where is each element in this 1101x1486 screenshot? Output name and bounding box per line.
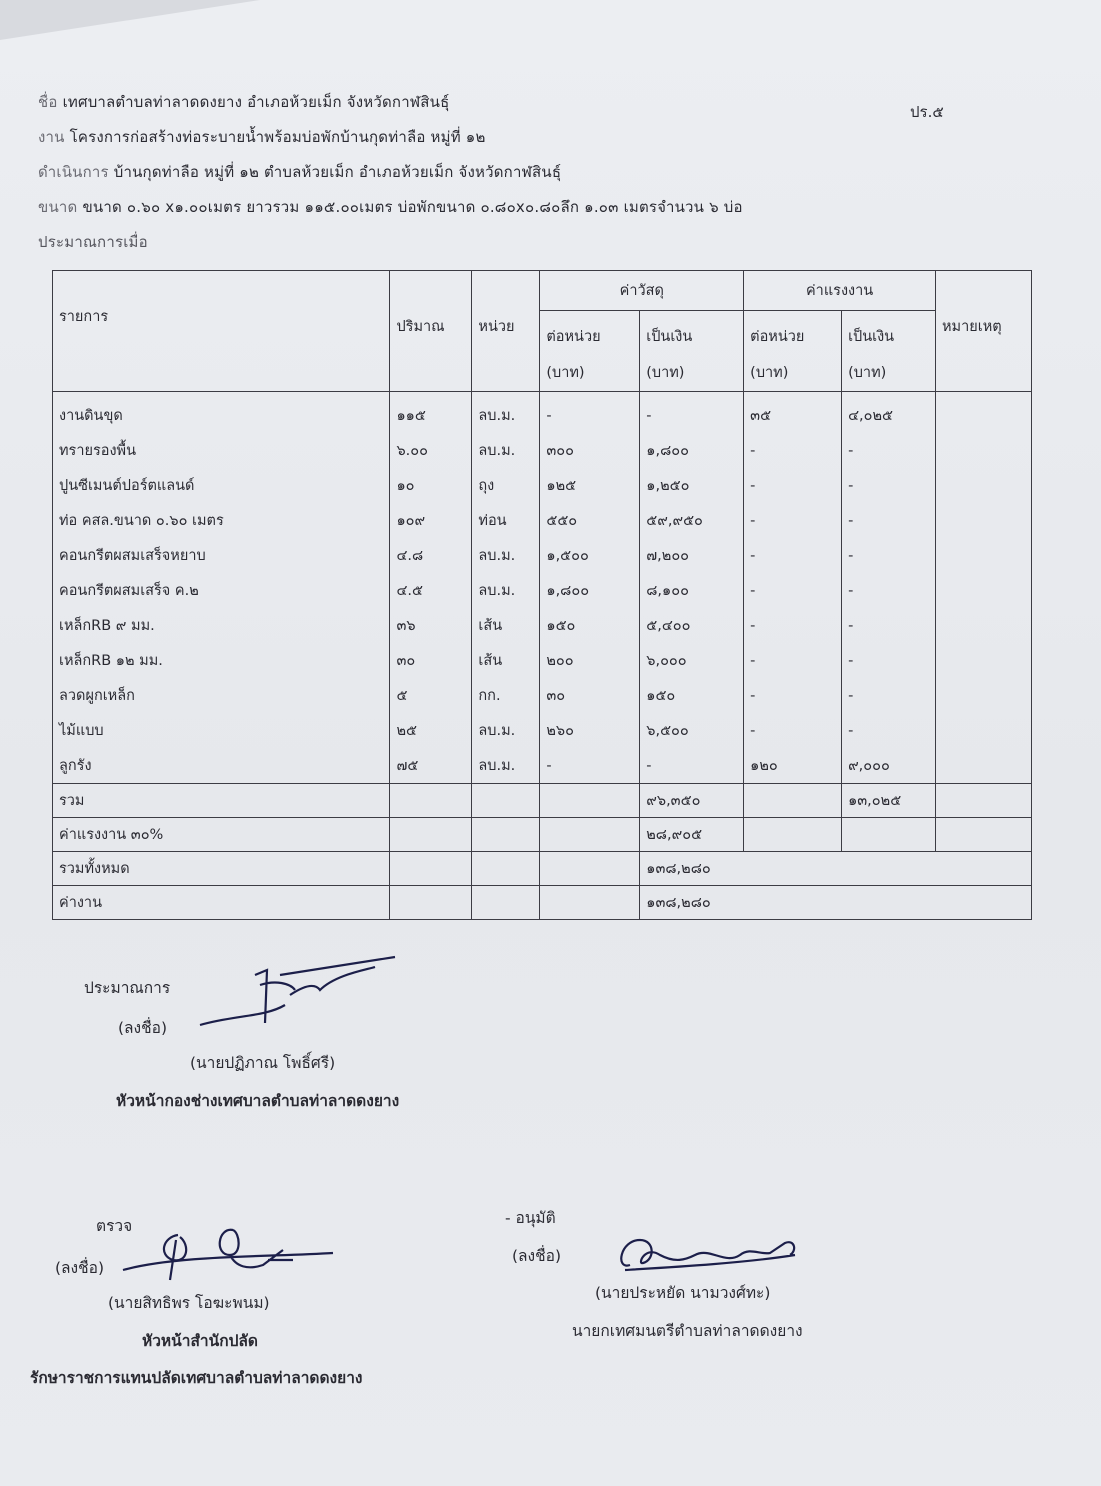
row-unit: ลบ.ม. xyxy=(472,713,540,748)
row-item: คอนกรีตผสมเสร็จ ค.๒ xyxy=(53,573,390,608)
row-labor-amount: - xyxy=(842,678,936,713)
header-item: รายการ xyxy=(53,271,390,392)
row-unit: ถุง xyxy=(472,468,540,503)
grand-total-label: รวมทั้งหมด xyxy=(53,852,390,886)
labor-per-unit-currency: (บาท) xyxy=(750,365,789,381)
row-item: ไม้แบบ xyxy=(53,713,390,748)
checker-name: (นายสิทธิพร โอฆะพนม) xyxy=(108,1294,270,1312)
row-qty: ๕ xyxy=(390,678,472,713)
row-item: งานดินขุด xyxy=(53,392,390,434)
header-remark: หมายเหตุ xyxy=(936,271,1032,392)
checker-title: ตรวจ xyxy=(96,1217,133,1235)
table-row xyxy=(53,748,1032,784)
row-material-unit: ๒๖๐ xyxy=(540,713,640,748)
material-amount-label: เป็นเงิน xyxy=(646,329,693,345)
table-row xyxy=(53,392,1032,434)
row-remark xyxy=(936,573,1032,608)
row-item: ปูนซีเมนต์ปอร์ตแลนด์ xyxy=(53,468,390,503)
labor-30-label: ค่าแรงงาน ๓๐% xyxy=(53,818,390,852)
row-material-unit: - xyxy=(540,748,640,784)
header-line-1-prefix: ชื่อ xyxy=(38,93,58,111)
estimator-position: หัวหน้ากองช่างเทศบาลตำบลท่าลาดดงยาง xyxy=(116,1092,400,1110)
approver-signature xyxy=(615,1225,815,1280)
row-item: ทรายรองพื้น xyxy=(53,433,390,468)
labor-30-value: ๒๘,๙๐๕ xyxy=(640,818,744,852)
row-material-amount: ๑,๒๕๐ xyxy=(640,468,744,503)
material-per-unit-currency: (บาท) xyxy=(546,365,585,381)
header-line-3-prefix: ดำเนินการ xyxy=(38,163,109,181)
header-material-per-unit xyxy=(540,311,640,392)
row-material-unit: ๓๐๐ xyxy=(540,433,640,468)
estimator-title: ประมาณการ xyxy=(84,979,171,997)
row-unit: ลบ.ม. xyxy=(472,748,540,784)
work-cost-value: ๑๓๘,๒๘๐ xyxy=(640,886,1032,920)
table-row xyxy=(53,468,1032,503)
project-location: บ้านกุดท่าลือ หมู่ที่ ๑๒ ตำบลห้วยเม็ก อำเภอห้วยเม็ก จังหวัดกาฬสินธุ์ xyxy=(113,163,562,181)
table-row xyxy=(53,538,1032,573)
cost-estimate-table xyxy=(52,270,1032,920)
row-labor-unit: ๑๒๐ xyxy=(744,748,842,784)
row-remark xyxy=(936,468,1032,503)
row-labor-unit: - xyxy=(744,713,842,748)
table-row xyxy=(53,433,1032,468)
table-row xyxy=(53,643,1032,678)
row-labor-amount: ๔,๐๒๕ xyxy=(842,392,936,434)
row-labor-unit: - xyxy=(744,608,842,643)
row-material-unit: ๒๐๐ xyxy=(540,643,640,678)
labor-per-unit-label: ต่อหน่วย xyxy=(750,329,805,345)
row-material-amount: ๑๕๐ xyxy=(640,678,744,713)
project-spec: ขนาด ๐.๖๐ x๑.๐๐เมตร ยาวรวม ๑๑๕.๐๐เมตร บ่อพักขนาด ๐.๘๐x๐.๘๐ลึก ๑.๐๓ เมตรจำนวน ๖ บ่อ xyxy=(82,198,743,216)
row-qty: ๑๐๙ xyxy=(390,503,472,538)
row-unit: ลบ.ม. xyxy=(472,433,540,468)
header-line-4-prefix: ขนาด xyxy=(38,198,78,216)
table-row xyxy=(53,608,1032,643)
row-item: คอนกรีตผสมเสร็จหยาบ xyxy=(53,538,390,573)
row-material-unit: ๑๕๐ xyxy=(540,608,640,643)
row-labor-unit: ๓๕ xyxy=(744,392,842,434)
subtotal-labor: ๑๓,๐๒๕ xyxy=(842,784,936,818)
row-remark xyxy=(936,538,1032,573)
labor-30-row xyxy=(53,818,1032,852)
table-row xyxy=(53,503,1032,538)
estimator-signature xyxy=(195,945,405,1035)
row-item: ท่อ คสล.ขนาด ๐.๖๐ เมตร xyxy=(53,503,390,538)
checker-sign-label: (ลงชื่อ) xyxy=(55,1259,104,1277)
row-material-unit: ๑,๘๐๐ xyxy=(540,573,640,608)
estimator-sign-label: (ลงชื่อ) xyxy=(118,1019,167,1037)
row-qty: ๒๕ xyxy=(390,713,472,748)
row-unit: กก. xyxy=(472,678,540,713)
row-unit: เส้น xyxy=(472,643,540,678)
row-remark xyxy=(936,643,1032,678)
row-material-amount: ๑,๘๐๐ xyxy=(640,433,744,468)
header-unit: หน่วย xyxy=(472,271,540,392)
checker-acting-position: รักษาราชการแทนปลัดเทศบาลตำบลท่าลาดดงยาง xyxy=(30,1369,363,1387)
header-material-amount xyxy=(640,311,744,392)
row-qty: ๔.๕ xyxy=(390,573,472,608)
labor-amount-currency: (บาท) xyxy=(848,365,887,381)
row-labor-unit: - xyxy=(744,678,842,713)
header-line-3 xyxy=(38,160,561,184)
row-qty: ๑๐ xyxy=(390,468,472,503)
table-row xyxy=(53,573,1032,608)
row-labor-amount: - xyxy=(842,538,936,573)
row-material-unit: ๑,๕๐๐ xyxy=(540,538,640,573)
approver-sign-label: (ลงชื่อ) xyxy=(512,1247,561,1265)
row-qty: ๗๕ xyxy=(390,748,472,784)
approver-position: นายกเทศมนตรีตำบลท่าลาดดงยาง xyxy=(572,1322,803,1340)
material-per-unit-label: ต่อหน่วย xyxy=(546,329,601,345)
row-labor-amount: - xyxy=(842,433,936,468)
row-labor-amount: - xyxy=(842,643,936,678)
estimate-date-label: ประมาณการเมื่อ xyxy=(38,233,148,251)
row-qty: ๓๐ xyxy=(390,643,472,678)
approver-name: (นายประหยัด นามวงศ์ทะ) xyxy=(595,1284,771,1302)
header-line-2-prefix: งาน xyxy=(38,128,65,146)
subtotal-material: ๙๖,๓๕๐ xyxy=(640,784,744,818)
header-line-1 xyxy=(38,90,449,114)
header-labor-per-unit xyxy=(744,311,842,392)
row-unit: ลบ.ม. xyxy=(472,392,540,434)
work-cost-label: ค่างาน xyxy=(53,886,390,920)
row-remark xyxy=(936,713,1032,748)
labor-amount-label: เป็นเงิน xyxy=(848,329,895,345)
row-labor-amount: ๙,๐๐๐ xyxy=(842,748,936,784)
grand-total-row xyxy=(53,852,1032,886)
row-material-unit: ๕๕๐ xyxy=(540,503,640,538)
subtotal-label: รวม xyxy=(53,784,390,818)
row-remark xyxy=(936,503,1032,538)
header-line-4 xyxy=(38,195,743,219)
row-qty: ๓๖ xyxy=(390,608,472,643)
row-material-unit: - xyxy=(540,392,640,434)
row-remark xyxy=(936,678,1032,713)
row-labor-amount: - xyxy=(842,713,936,748)
table-row xyxy=(53,713,1032,748)
row-material-unit: ๓๐ xyxy=(540,678,640,713)
header-material-cost: ค่าวัสดุ xyxy=(540,271,744,311)
checker-signature xyxy=(118,1215,338,1285)
row-remark xyxy=(936,748,1032,784)
row-unit: เส้น xyxy=(472,608,540,643)
estimator-name: (นายปฏิภาณ โพธิ์ศรี) xyxy=(190,1054,336,1072)
checker-position: หัวหน้าสำนักปลัด xyxy=(142,1332,258,1350)
row-labor-amount: - xyxy=(842,468,936,503)
row-material-amount: ๕,๔๐๐ xyxy=(640,608,744,643)
table-row xyxy=(53,678,1032,713)
row-remark xyxy=(936,608,1032,643)
row-material-amount: ๕๙,๙๕๐ xyxy=(640,503,744,538)
row-labor-unit: - xyxy=(744,433,842,468)
row-labor-unit: - xyxy=(744,468,842,503)
row-item: ลวดผูกเหล็ก xyxy=(53,678,390,713)
row-material-amount: ๖,๕๐๐ xyxy=(640,713,744,748)
row-material-amount: ๘,๑๐๐ xyxy=(640,573,744,608)
row-material-amount: ๗,๒๐๐ xyxy=(640,538,744,573)
form-code: ปร.๕ xyxy=(910,103,944,121)
project-name: โครงการก่อสร้างท่อระบายน้ำพร้อมบ่อพักบ้านกุดท่าลือ หมู่ที่ ๑๒ xyxy=(69,128,486,146)
row-unit: ลบ.ม. xyxy=(472,573,540,608)
row-material-amount: - xyxy=(640,748,744,784)
header-labor-amount xyxy=(842,311,936,392)
work-cost-row xyxy=(53,886,1032,920)
approver-title: - อนุมัติ xyxy=(505,1209,556,1227)
row-remark xyxy=(936,433,1032,468)
row-qty: ๖.๐๐ xyxy=(390,433,472,468)
row-material-unit: ๑๒๕ xyxy=(540,468,640,503)
folded-corner xyxy=(0,0,260,40)
row-labor-unit: - xyxy=(744,503,842,538)
material-amount-currency: (บาท) xyxy=(646,365,685,381)
row-labor-unit: - xyxy=(744,573,842,608)
row-item: ลูกรัง xyxy=(53,748,390,784)
header-line-2 xyxy=(38,125,486,149)
header-labor-cost: ค่าแรงงาน xyxy=(744,271,936,311)
row-remark xyxy=(936,392,1032,434)
cost-rows xyxy=(53,392,1032,920)
row-material-amount: ๖,๐๐๐ xyxy=(640,643,744,678)
row-material-amount: - xyxy=(640,392,744,434)
row-unit: ท่อน xyxy=(472,503,540,538)
row-labor-unit: - xyxy=(744,538,842,573)
row-item: เหล็กRB ๙ มม. xyxy=(53,608,390,643)
row-qty: ๑๑๕ xyxy=(390,392,472,434)
row-unit: ลบ.ม. xyxy=(472,538,540,573)
header-quantity: ปริมาณ xyxy=(390,271,472,392)
row-labor-amount: - xyxy=(842,608,936,643)
row-item: เหล็กRB ๑๒ มม. xyxy=(53,643,390,678)
row-qty: ๔.๘ xyxy=(390,538,472,573)
row-labor-amount: - xyxy=(842,503,936,538)
subtotal-row xyxy=(53,784,1032,818)
organization-name: เทศบาลตำบลท่าลาดดงยาง อำเภอห้วยเม็ก จังหวัดกาฬสินธุ์ xyxy=(62,93,450,111)
row-labor-unit: - xyxy=(744,643,842,678)
row-labor-amount: - xyxy=(842,573,936,608)
grand-total-value: ๑๓๘,๒๘๐ xyxy=(640,852,1032,886)
